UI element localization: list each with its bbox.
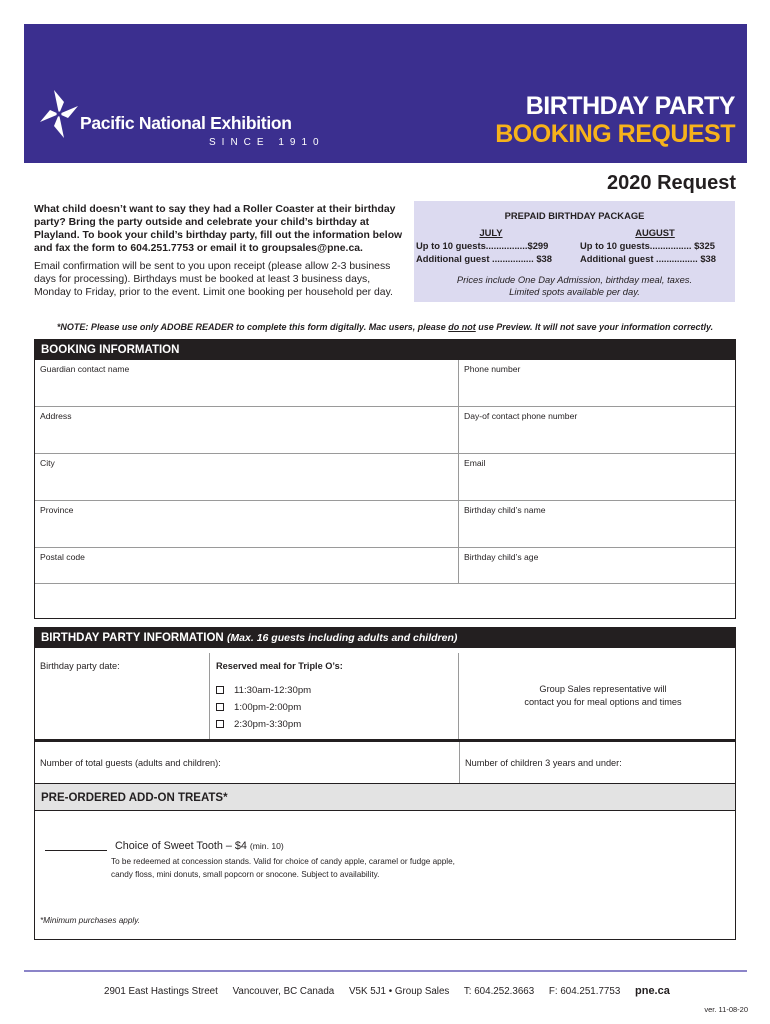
day-of-phone-field[interactable]: Day-of contact phone number xyxy=(464,411,578,421)
footer-street: 2901 East Hastings Street xyxy=(104,986,218,997)
checkbox[interactable] xyxy=(216,703,224,711)
booking-heading: BOOKING INFORMATION xyxy=(35,340,735,360)
meal-option[interactable] xyxy=(216,719,301,730)
footer-divider xyxy=(24,970,747,972)
sweet-tooth-item xyxy=(45,840,284,852)
party-heading xyxy=(35,628,735,648)
address-field[interactable]: Address xyxy=(35,407,459,453)
treats-description-line: To be redeemed at concession stands. Valid for choice of candy apple, caramel or fudge apple, xyxy=(111,857,455,866)
phone-field[interactable]: Phone number xyxy=(464,364,521,374)
footer-phone: T: 604.252.3663 xyxy=(463,986,535,997)
child-age-field[interactable]: Birthday child’s age xyxy=(459,548,735,584)
package-july xyxy=(416,227,566,264)
group-sales-note xyxy=(475,683,731,709)
treats-description-line: candy floss, mini donuts, small popcorn or snocone. Subject to availability. xyxy=(111,870,380,879)
price-line: Up to 10 guests................ $325 xyxy=(580,240,715,251)
form-row xyxy=(35,501,735,548)
footer xyxy=(104,985,682,997)
package-note xyxy=(414,274,735,298)
party-heading-main: BIRTHDAY PARTY INFORMATION xyxy=(41,632,224,644)
form-row xyxy=(35,407,735,454)
form-row xyxy=(35,454,735,501)
party-section xyxy=(34,627,736,784)
pne-logo xyxy=(40,90,325,150)
meal-title: Reserved meal for Triple O’s: xyxy=(216,661,343,671)
sweet-tooth-quantity-input[interactable] xyxy=(45,850,107,851)
note-underlined: do not xyxy=(448,322,476,332)
footer-fax: F: 604.251.7753 xyxy=(548,986,621,997)
title-line-1: BIRTHDAY PARTY xyxy=(525,92,735,120)
province-field[interactable]: Province xyxy=(35,501,459,547)
note-before: *NOTE: Please use only ADOBE READER to complete this form digitally. Mac users, please xyxy=(56,322,449,332)
form-row xyxy=(35,360,735,407)
booking-section xyxy=(34,339,736,619)
group-sales-line: contact you for meal options and times xyxy=(524,697,682,707)
version-label: ver. 11-08-20 xyxy=(704,1005,748,1014)
meal-option[interactable] xyxy=(216,702,301,713)
sweet-tooth-label: Choice of Sweet Tooth – $4 xyxy=(115,840,247,852)
adobe-note xyxy=(34,322,736,332)
footer-city: Vancouver, BC Canada xyxy=(232,986,335,997)
sweet-tooth-min: (min. 10) xyxy=(249,841,284,851)
meal-option[interactable] xyxy=(216,685,311,696)
footer-site-link[interactable]: pne.ca xyxy=(635,985,670,997)
checkbox[interactable] xyxy=(216,686,224,694)
city-field[interactable]: City xyxy=(35,454,459,500)
child-name-field[interactable]: Birthday child’s name xyxy=(464,505,546,515)
treats-description xyxy=(111,855,511,881)
children-under-3-field[interactable]: Number of children 3 years and under: xyxy=(465,758,622,768)
checkbox[interactable] xyxy=(216,720,224,728)
package-box xyxy=(414,201,735,302)
meal-option-label: 11:30am-12:30pm xyxy=(234,685,312,696)
request-year: 2020 Request xyxy=(607,172,736,194)
pinwheel-icon xyxy=(40,90,78,138)
intro-text xyxy=(34,203,404,299)
org-since: SINCE 1910 xyxy=(209,137,325,148)
org-name: Pacific National Exhibition xyxy=(80,113,292,133)
divider xyxy=(459,742,460,783)
meal-option-label: 1:00pm-2:00pm xyxy=(234,702,302,713)
party-date-field[interactable]: Birthday party date: xyxy=(40,661,120,671)
intro-paragraph: Email confirmation will be sent to you upon receipt (please allow 2-3 business days for processing). Birthdays must be booked at least 3 business days, Monday to Friday, prior to the event. Limit one booking per household per day. xyxy=(34,261,393,298)
postal-code-field[interactable]: Postal code xyxy=(35,548,459,584)
guardian-name-field[interactable]: Guardian contact name xyxy=(35,360,459,406)
intro-bold-paragraph: What child doesn’t want to say they had a Roller Coaster at their birthday party? Bring the party outside and celebrate your child’s birthday at Playland. To book your child’s birthday party, fill out the information below and fax the form to 604.251.7753 or email it to groupsales@pne.ca. xyxy=(34,204,403,254)
title-line-2: BOOKING REQUEST xyxy=(495,120,735,148)
party-heading-sub: (Max. 16 guests including adults and children) xyxy=(226,632,458,644)
month-label: AUGUST xyxy=(635,227,675,238)
package-note-line: Limited spots available per day. xyxy=(509,286,640,297)
package-august xyxy=(580,227,730,264)
meal-option-label: 2:30pm-3:30pm xyxy=(234,719,302,730)
email-field[interactable]: Email xyxy=(464,458,486,468)
total-guests-field[interactable]: Number of total guests (adults and children): xyxy=(40,758,221,768)
package-title: PREPAID BIRTHDAY PACKAGE xyxy=(504,210,645,221)
treats-heading: PRE-ORDERED ADD-ON TREATS* xyxy=(35,784,735,811)
package-note-line: Prices include One Day Admission, birthday meal, taxes. xyxy=(456,274,693,285)
header-banner xyxy=(24,24,747,163)
form-row xyxy=(35,548,735,618)
meal-options xyxy=(209,653,459,739)
note-after: use Preview. It will not save your information correctly. xyxy=(475,322,714,332)
treats-section xyxy=(34,783,736,940)
treats-footnote: *Minimum purchases apply. xyxy=(40,916,140,925)
footer-postal: V5K 5J1 • Group Sales xyxy=(348,986,450,997)
group-sales-line: Group Sales representative will xyxy=(539,684,667,694)
price-line: Additional guest ................ $38 xyxy=(416,253,552,264)
month-label: JULY xyxy=(479,227,503,238)
divider xyxy=(35,739,735,742)
price-line: Additional guest ................ $38 xyxy=(580,253,716,264)
price-line: Up to 10 guests................$299 xyxy=(416,240,549,251)
